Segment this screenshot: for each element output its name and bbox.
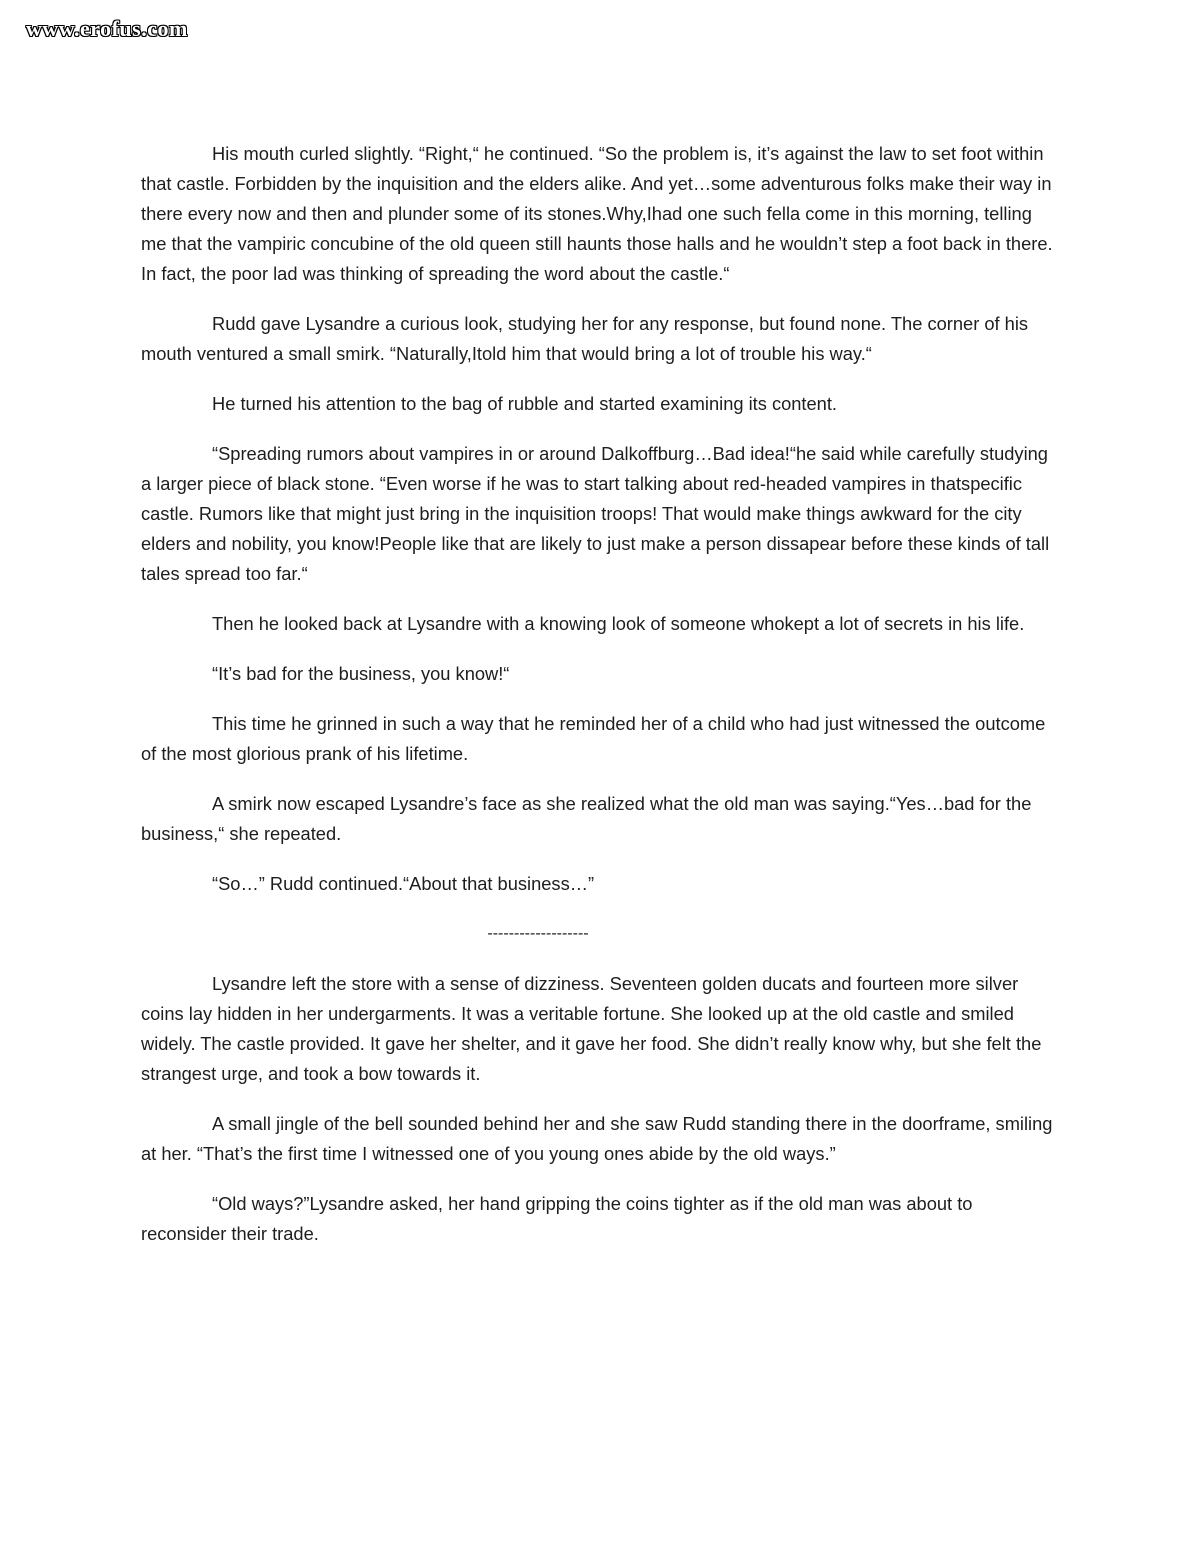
paragraph-12: “Old ways?”Lysandre asked, her hand gripping the coins tighter as if the old man was about to reconsider their trade. — [141, 1193, 973, 1244]
paragraph-7: This time he grinned in such a way that he reminded her of a child who had just witnessed the outcome of the most glorious prank of his lifetime. — [141, 713, 1046, 764]
section-divider: ------------------- — [487, 925, 589, 942]
paragraph-2: Rudd gave Lysandre a curious look, studying her for any response, but found none. The corner of his mouth ventured a small smirk. “Naturally,Itold him that would bring a lot of trouble his way.“ — [141, 313, 1029, 364]
document-page — [141, 139, 1061, 1269]
paragraph-6: “It’s bad for the business, you know!“ — [212, 663, 510, 684]
watermark-text: www.erofus.com — [26, 16, 188, 41]
paragraph-11: A small jingle of the bell sounded behind her and she saw Rudd standing there in the doorframe, smiling at her. “That’s the first time I witnessed one of you young ones abide by the old ways.” — [141, 1113, 1053, 1164]
paragraph-9: “So…” Rudd continued.“About that business…” — [212, 873, 595, 894]
paragraph-1: His mouth curled slightly. “Right,“ he continued. “So the problem is, it’s against the law to set foot within that castle. Forbidden by the inquisition and the elders alike. And yet…some adventurous folks make their way in there every now and then and plunder some of its stones.Why,Ihad one such fella come in this morning, telling me that the vampiric concubine of the old queen still haunts those halls and he wouldn’t step a foot back in there. In fact, the poor lad was thinking of spreading the word about the castle.“ — [141, 143, 1053, 284]
paragraph-5: Then he looked back at Lysandre with a knowing look of someone whokept a lot of secrets in his life. — [212, 613, 1025, 634]
paragraph-8: A smirk now escaped Lysandre’s face as she realized what the old man was saying.“Yes…bad for the business,“ she repeated. — [141, 793, 1032, 844]
paragraph-10: Lysandre left the store with a sense of dizziness. Seventeen golden ducats and fourteen more silver coins lay hidden in her undergarments. It was a veritable fortune. She looked up at the old castle and smiled widely. The castle provided. It gave her shelter, and it gave her food. She didn’t really know why, but she felt the strangest urge, and took a bow towards it. — [141, 973, 1042, 1084]
paragraph-4: “Spreading rumors about vampires in or around Dalkoffburg…Bad idea!“he said while carefully studying a larger piece of black stone. “Even worse if he was to start talking about red-headed vampires in thatspecific castle. Rumors like that might just bring in the inquisition troops! That would make things awkward for the city elders and nobility, you know!People like that are likely to just make a person dissapear before these kinds of tall tales spread too far.“ — [141, 443, 1050, 584]
paragraph-3: He turned his attention to the bag of rubble and started examining its content. — [212, 393, 838, 414]
